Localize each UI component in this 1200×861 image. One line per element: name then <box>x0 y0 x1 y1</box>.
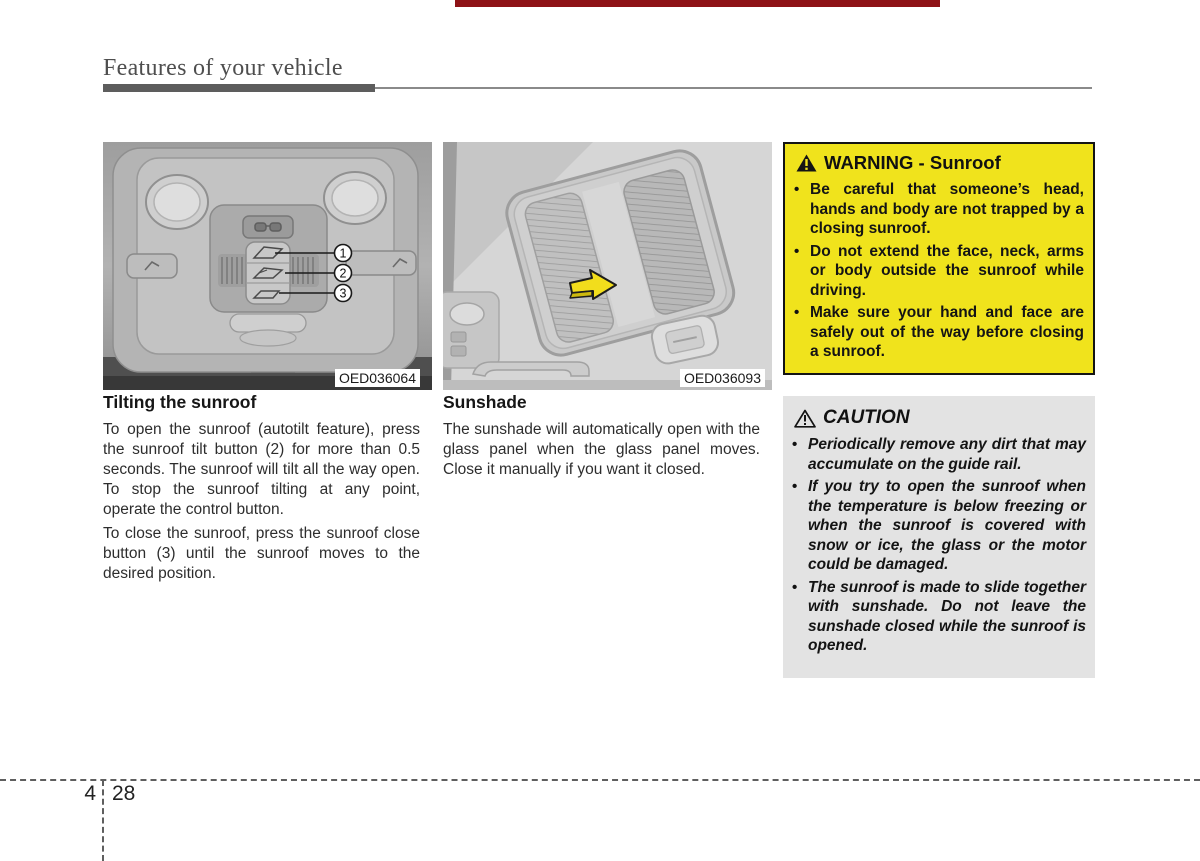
bullet: • <box>794 181 800 198</box>
caution-title: CAUTION <box>823 407 910 428</box>
warning-item: • Make sure your hand and face are safely out of the way before closing a sunroof. <box>794 304 1084 360</box>
bullet: • <box>794 242 800 260</box>
footer-crop-mark-vertical <box>102 780 104 861</box>
body-paragraph: The sunshade will automatically open with the glass panel when the glass panel moves. Close it manually if you want it closed. <box>443 421 760 478</box>
body-paragraph: To open the sunroof (autotilt feature), press the sunroof tilt button (2) for more than 0.5 seconds. The sunroof will tilt all the way open. To stop the sunroof tilting at any point, operate the control button. <box>103 421 420 518</box>
svg-text:3: 3 <box>339 286 347 301</box>
svg-text:1: 1 <box>339 246 347 261</box>
caution-item: • If you try to open the sunroof when the temperature is below freezing or when the sunroof is covered with snow or ice, the glass or the motor could be damaged. <box>792 478 1086 573</box>
caution-triangle-icon <box>794 409 816 428</box>
bullet: • <box>792 478 798 495</box>
sunroof-controls-figure <box>103 142 432 390</box>
caution-title-row <box>794 407 1086 429</box>
callout-1 <box>335 245 352 262</box>
callout-3 <box>335 285 352 302</box>
footer-crop-mark-horizontal <box>0 779 1200 781</box>
bullet: • <box>794 304 800 321</box>
bullet: • <box>792 578 798 596</box>
body-paragraph: To close the sunroof, press the sunroof close button (3) until the sunroof moves to the desired position. <box>103 525 420 582</box>
sunshade-figure <box>443 142 772 390</box>
page-number: 28 <box>112 782 136 805</box>
warning-item: • Be careful that someone’s head, hands and body are not trapped by a closing sunroof. <box>794 181 1084 237</box>
speaker-grille-left <box>218 254 248 287</box>
page-title: Features of your vehicle <box>103 55 343 81</box>
front-console <box>443 292 499 368</box>
top-crop-bar <box>455 0 940 7</box>
map-lamp-button-left <box>127 254 177 278</box>
section-sunshade <box>443 392 760 484</box>
sunglass-holder-button <box>243 216 293 238</box>
title-underline-thin <box>375 87 1092 89</box>
callout-2 <box>335 265 352 282</box>
warning-box <box>783 142 1095 375</box>
svg-text:2: 2 <box>339 266 347 281</box>
sunshade-illustration <box>443 142 772 390</box>
figure-caption: OED036093 <box>680 369 765 387</box>
sunroof-controls-illustration <box>103 142 432 390</box>
warning-title-row <box>796 152 1084 174</box>
figure-caption: OED036064 <box>335 369 420 387</box>
sunroof-button-stack <box>246 242 290 304</box>
caution-item: • Periodically remove any dirt that may accumulate on the guide rail. <box>792 436 1086 473</box>
warning-title: WARNING - Sunroof <box>824 152 1001 173</box>
speaker-grille-right <box>289 254 319 287</box>
section-heading: Sunshade <box>443 392 527 412</box>
section-heading: Tilting the sunroof <box>103 392 257 412</box>
title-underline-thick <box>103 84 375 92</box>
caution-box <box>783 396 1095 678</box>
warning-item: • Do not extend the face, neck, arms or body outside the sunroof while driving. <box>794 242 1084 299</box>
console-tray <box>230 314 306 332</box>
warning-triangle-icon <box>796 154 817 172</box>
caution-item: • The sunroof is made to slide together with sunshade. Do not leave the sunshade closed while the sunroof is opened. <box>792 578 1086 654</box>
bullet: • <box>792 436 798 453</box>
section-tilting-the-sunroof <box>103 392 420 588</box>
chapter-number: 4 <box>84 782 96 805</box>
